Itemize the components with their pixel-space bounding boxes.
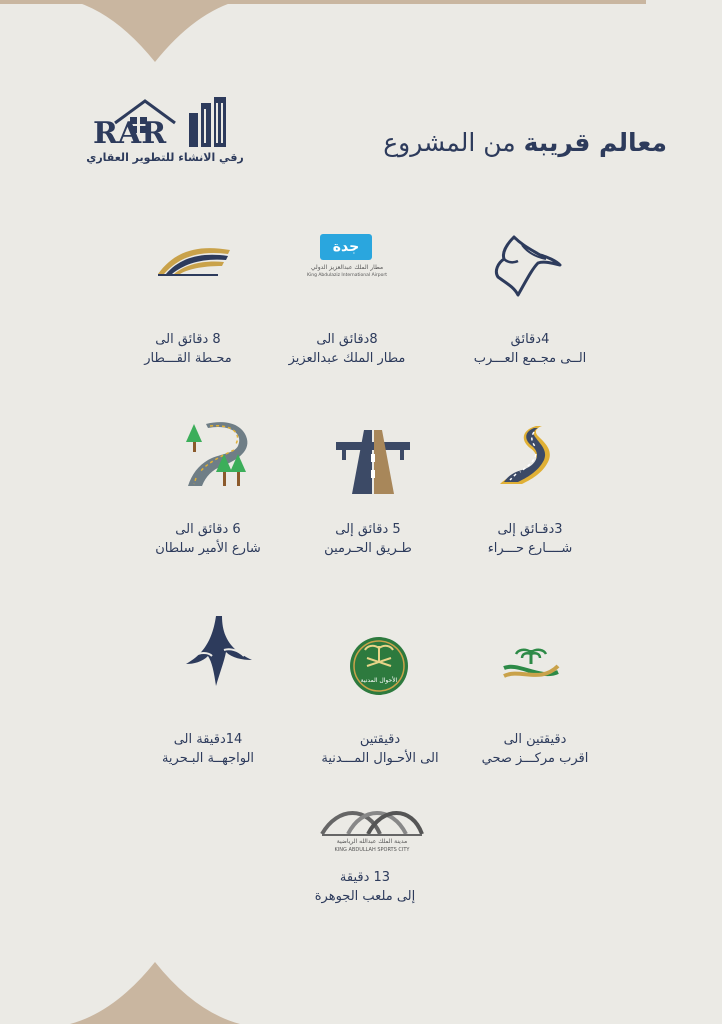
- top-scallop-decoration: [0, 0, 722, 80]
- waterfront-icon: [186, 616, 252, 688]
- highway-icon: [336, 428, 410, 496]
- page-title: [383, 128, 667, 157]
- logo-letters: RAR: [93, 116, 167, 151]
- health-center-icon: [500, 646, 562, 684]
- bottom-scallop-decoration: [0, 960, 722, 1024]
- logo-caption: رقي الانشاء للتطوير العقاري: [86, 151, 244, 164]
- stadium-name-ar: مدينة الملك عبدالله الرياضية: [336, 838, 408, 845]
- stadium-arches-icon: [318, 808, 426, 838]
- road-icon: [496, 424, 558, 486]
- stadium-icon: [318, 808, 426, 860]
- title-bold: معالم قريبة: [523, 128, 667, 157]
- landmark-airport: 8دقائق الى مطار الملك عبدالعزيز: [288, 332, 406, 366]
- civil-affairs-label: الأحوال المدنية: [360, 677, 398, 684]
- airport-logo-icon: [302, 234, 392, 284]
- company-logo: [85, 95, 245, 175]
- landmark-train-station: 8 دقائق الى محـطة القـــطار: [144, 332, 232, 366]
- winding-road-trees-icon: [178, 420, 252, 488]
- landmark-jawhara-stadium: 13 دقيقة إلى ملعب الجوهرة: [314, 870, 416, 904]
- airport-brand: جدة: [320, 234, 372, 260]
- landmark-health-center: دقيقتين الى اقرب مركـــز صحي: [481, 732, 589, 766]
- building-logo-icon: [85, 95, 245, 155]
- title-regular: من المشروع: [383, 128, 516, 157]
- landmark-waterfront: 14دقيقة الى الواجهــة البـحرية: [161, 732, 255, 766]
- landmark-arab-complex: 4دقائق الــى مجـمع العـــرب: [473, 332, 587, 366]
- airport-name-ar: مطار الملك عبدالعزيز الدولي: [310, 264, 384, 271]
- airport-name-en: King Abdulaziz International Airport: [307, 273, 387, 278]
- stadium-name-en: KING ABDULLAH SPORTS CITY: [334, 847, 410, 853]
- civil-affairs-icon: [349, 636, 409, 696]
- train-icon: [156, 240, 232, 278]
- landmark-prince-sultan-street: 6 دقائق الى شارع الأمير سلطان: [155, 522, 261, 556]
- landmark-hira-street: 3دقـائق إلى شــــارع حـــراء: [487, 522, 573, 556]
- horse-icon: [492, 233, 562, 297]
- landmark-civil-affairs: دقيقتين الى الأحـوال المـــدنية: [321, 732, 439, 766]
- landmark-haramain-road: 5 دقائق إلى طـريق الحـرمين: [324, 522, 412, 556]
